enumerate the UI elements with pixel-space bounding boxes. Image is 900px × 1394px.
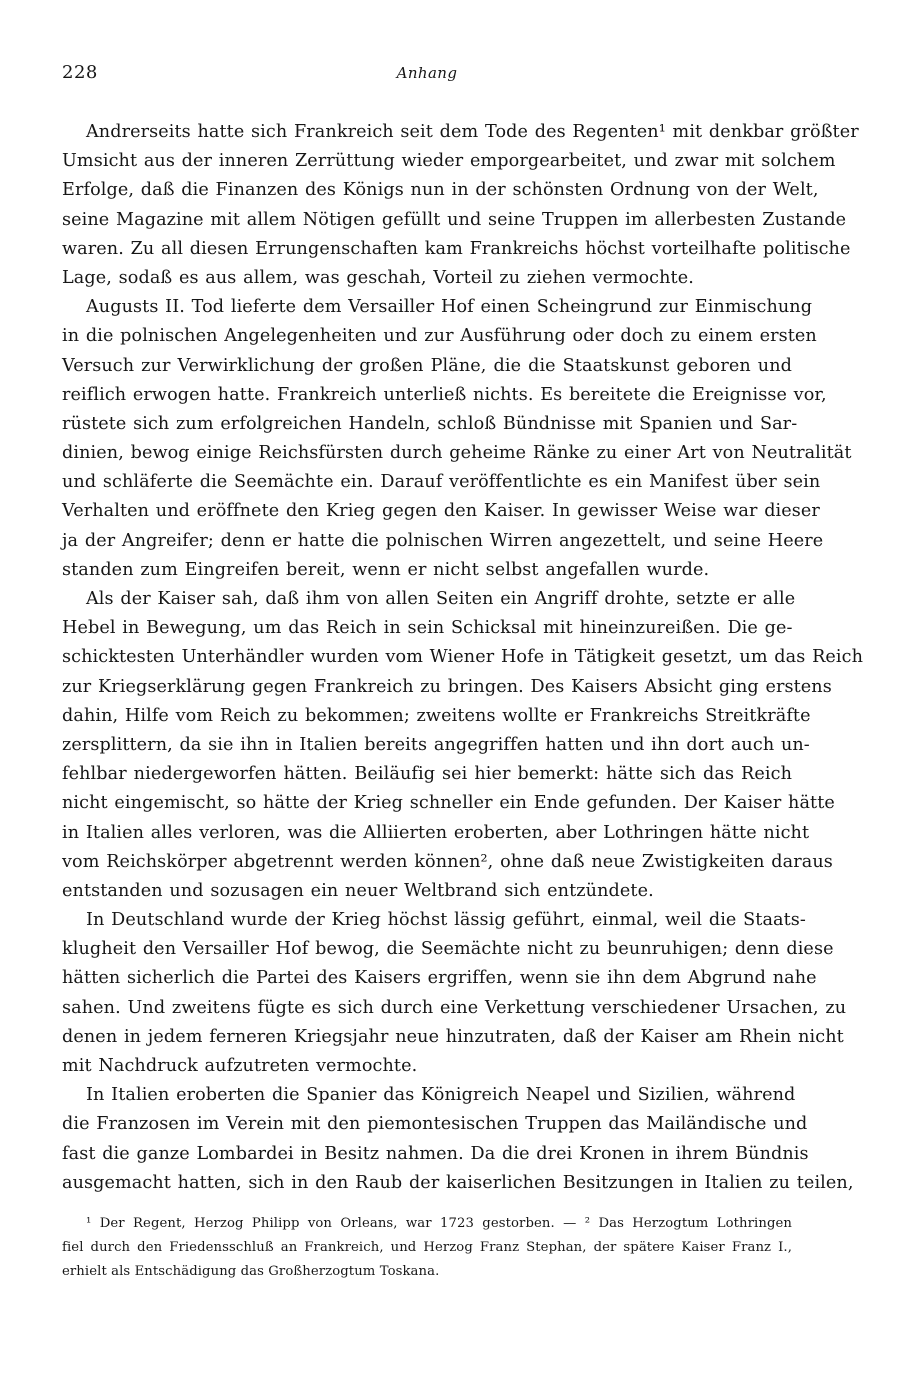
text-line: die Franzosen im Verein mit den piemontesischen Truppen das Mailändische und [62, 1114, 808, 1135]
text-line: In Deutschland wurde der Krieg höchst lässig geführt, einmal, weil die Staats- [86, 910, 806, 931]
text-line: sahen. Und zweitens fügte es sich durch eine Verkettung verschiedener Ursachen, zu [62, 997, 847, 1018]
text-line: Augusts II. Tod lieferte dem Versailler Hof einen Scheingrund zur Einmischung [86, 297, 813, 318]
text-line: Als der Kaiser sah, daß ihm von allen Seiten ein Angriff drohte, setzte er alle [86, 589, 796, 609]
text-line: seine Magazine mit allem Nötigen gefüllt und seine Truppen im allerbesten Zustande [62, 209, 847, 230]
text-line: dinien, bewog einige Reichsfürsten durch geheime Ränke zu einer Art von Neutralität [62, 443, 852, 464]
paragraph-1 [62, 118, 859, 293]
text-line: fehlbar niedergeworfen hätten. Beiläufig sei hier bemerkt: hätte sich das Reich [62, 764, 792, 785]
text-line: Lage, sodaß es aus allem, was geschah, Vorteil zu ziehen vermochte. [62, 267, 694, 288]
running-head [62, 62, 792, 96]
text-line: in die polnischen Angelegenheiten und zur Ausführung oder doch zu einem ersten [62, 326, 817, 347]
text-line: nicht eingemischt, so hätte der Krieg schneller ein Ende gefunden. Der Kaiser hätte [62, 793, 835, 814]
paragraph-5 [62, 1081, 854, 1198]
body-text [62, 118, 864, 1198]
text-line: Umsicht aus der inneren Zerrüttung wieder emporgearbeitet, und zwar mit solchem [62, 151, 836, 172]
text-line: In Italien eroberten die Spanier das Königreich Neapel und Sizilien, während [86, 1085, 796, 1106]
text-line: klugheit den Versailler Hof bewog, die Seemächte nicht zu beunruhigen; denn diese [62, 939, 834, 960]
footnotes [62, 1212, 792, 1284]
text-line: Versuch zur Verwirklichung der großen Pläne, die die Staatskunst geboren und [62, 355, 792, 376]
text-line: Hebel in Bewegung, um das Reich in sein Schicksal mit hineinzureißen. Die ge- [62, 618, 793, 639]
paragraph-4 [62, 906, 847, 1081]
text-line: zur Kriegserklärung gegen Frankreich zu bringen. Des Kaisers Absicht ging erstens [62, 676, 832, 697]
text-line: denen in jedem ferneren Kriegsjahr neue hinzutraten, daß der Kaiser am Rhein nicht [62, 1026, 844, 1047]
text-line: rüstete sich zum erfolgreichen Handeln, schloß Bündnisse mit Spanien und Sar- [62, 413, 798, 434]
text-line: mit Nachdruck aufzutreten vermochte. [62, 1056, 418, 1076]
footnote-line: ¹ Der Regent, Herzog Philipp von Orleans, war 1723 gestorben. — ² Das Herzogtum Lothringen [86, 1215, 792, 1231]
text-line: waren. Zu all diesen Errungenschaften kam Frankreichs höchst vorteilhafte politische [62, 238, 851, 259]
text-line: Andrerseits hatte sich Frankreich seit dem Tode des Regenten¹ mit denkbar größter [86, 122, 859, 142]
text-line: dahin, Hilfe vom Reich zu bekommen; zweitens wollte er Frankreichs Streitkräfte [62, 705, 811, 726]
text-line: entstanden und sozusagen ein neuer Weltbrand sich entzündete. [62, 880, 654, 901]
paragraph-3 [62, 585, 864, 906]
footnote-line: fiel durch den Friedensschluß an Frankreich, und Herzog Franz Stephan, der spätere Kaiser Franz I., [62, 1239, 792, 1255]
page-number: 228 [62, 62, 98, 83]
text-line: zersplittern, da sie ihn in Italien bereits angegriffen hatten und ihn dort auch un- [62, 734, 810, 755]
text-line: fast die ganze Lombardei in Besitz nahmen. Da die drei Kronen in ihrem Bündnis [62, 1143, 809, 1164]
text-line: vom Reichskörper abgetrennt werden können², ohne daß neue Zwistigkeiten daraus [62, 851, 833, 872]
text-line: und schläferte die Seemächte ein. Darauf veröffentlichte es ein Manifest über sein [62, 472, 821, 493]
book-page [62, 62, 864, 1284]
text-line: reiflich erwogen hatte. Frankreich unterließ nichts. Es bereitete die Ereignisse vor, [62, 384, 827, 405]
text-line: Erfolge, daß die Finanzen des Königs nun in der schönsten Ordnung von der Welt, [62, 180, 819, 201]
text-line: ja der Angreifer; denn er hatte die polnischen Wirren angezettelt, und seine Heere [62, 530, 824, 551]
text-line: schicktesten Unterhändler wurden vom Wiener Hofe in Tätigkeit gesetzt, um das Reich [62, 647, 864, 668]
footnote-line: erhielt als Entschädigung das Großherzogtum Toskana. [62, 1263, 440, 1279]
paragraph-2 [62, 293, 852, 585]
text-line: in Italien alles verloren, was die Alliierten eroberten, aber Lothringen hätte nicht [62, 822, 810, 843]
text-line: hätten sicherlich die Partei des Kaisers ergriffen, wenn sie ihn dem Abgrund nahe [62, 968, 817, 989]
running-title: Anhang [396, 64, 458, 82]
text-line: standen zum Eingreifen bereit, wenn er nicht selbst angefallen wurde. [62, 559, 710, 580]
text-line: ausgemacht hatten, sich in den Raub der kaiserlichen Besitzungen in Italien zu teilen, [62, 1172, 854, 1193]
text-line: Verhalten und eröffnete den Krieg gegen den Kaiser. In gewisser Weise war dieser [62, 501, 820, 522]
